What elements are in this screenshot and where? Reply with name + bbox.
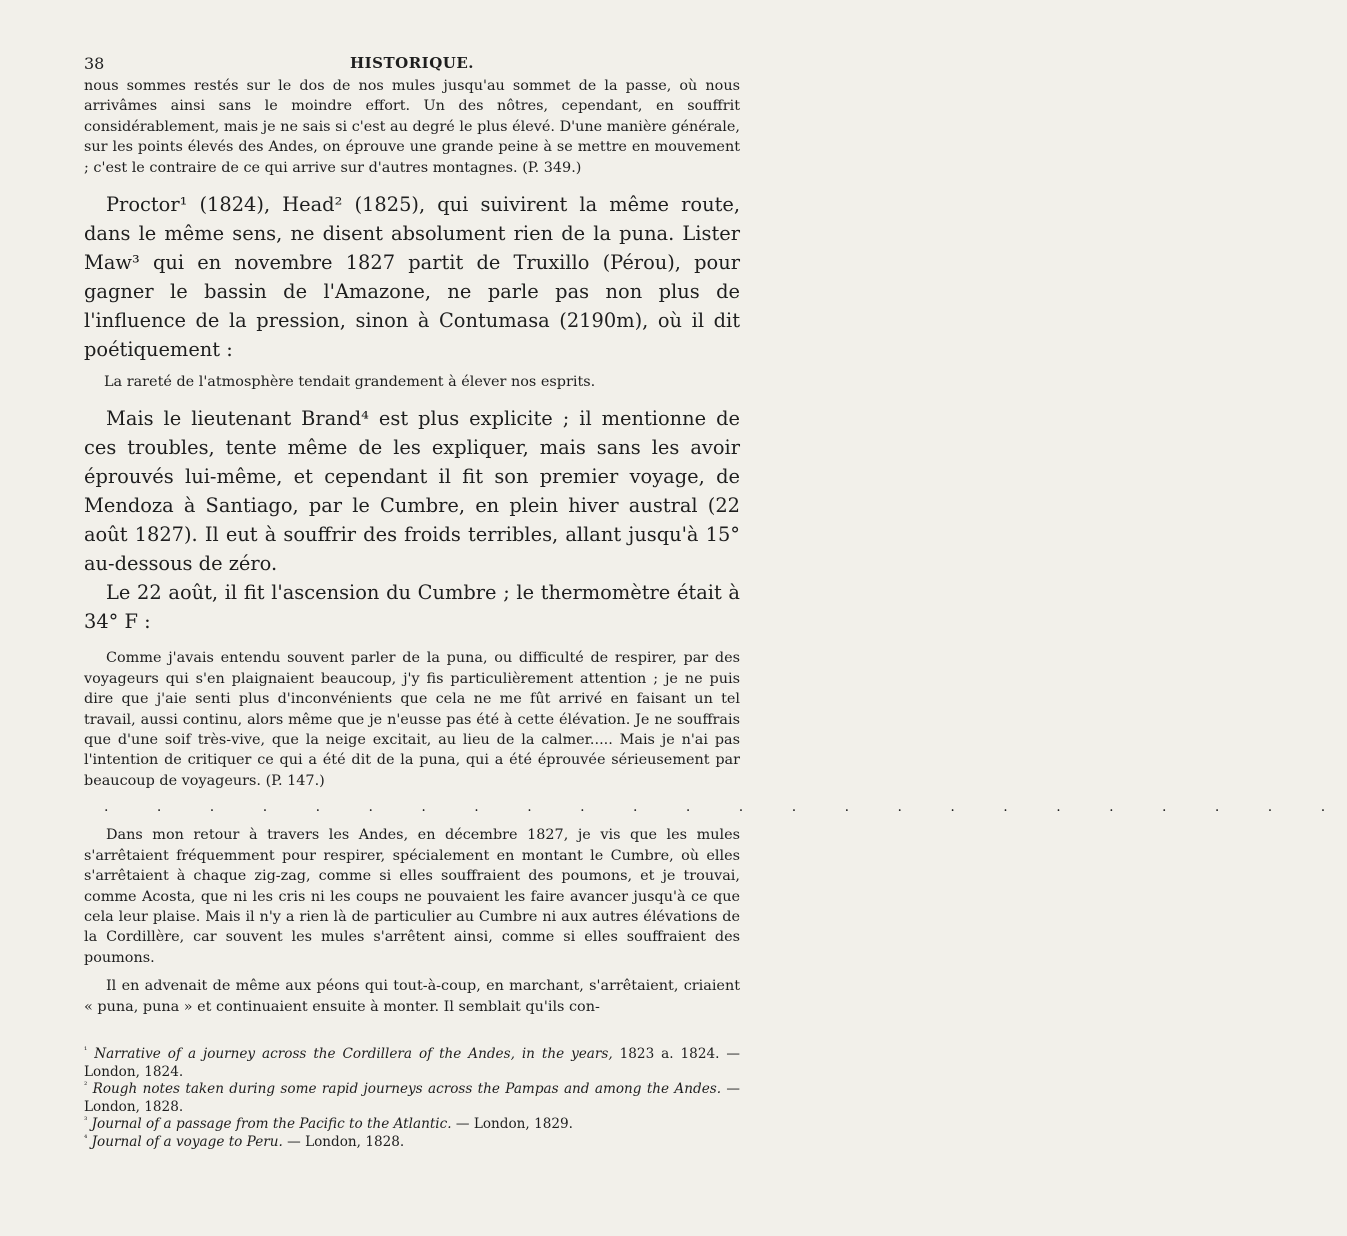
page xyxy=(84,50,1347,1017)
footnotes xyxy=(84,1046,740,1152)
quote-paragraph: nous sommes restés sur le dos de nos mules jusqu'au sommet de la passe, où nous arrivâmes ainsi sans le moindre effort. Un des nôtres, cependant, en souffrit considérablement, mais je ne sais si c'est au degré le plus élevé. D'une manière générale, sur les points élevés des Andes, on éprouve une grande peine à se mettre en mouvement ; c'est le contraire de ce qui arrive sur d'autres montagnes. (P. 349.) xyxy=(84,78,740,176)
footnote: $^{^2}$ Rough notes taken during some rapid journeys across the Pampas and among the Andes. — London, 1828. xyxy=(84,1079,740,1115)
quote-paragraph: Dans mon retour à travers les Andes, en décembre 1827, je vis que les mules s'arrêtaient fréquemment pour respirer, spécialement en montant le Cumbre, où elles s'arrêtaient à chaque zig-zag, comme si elles souffraient des poumons, et je trouvai, comme Acosta, que ni les cris ni les coups ne pouvaient les faire avancer jusqu'à ce que cela leur plaise. Mais il n'y a rien là de particulier au Cumbre ni aux autres élévations de la Cordillère, car souvent les mules s'arrêtent ainsi, comme si elles souffraient des poumons. xyxy=(84,827,740,966)
quote-paragraph: Comme j'avais entendu souvent parler de la puna, ou difficulté de respirer, par des voyageurs qui s'en plaignaient beaucoup, j'y fis particulièrement attention ; je ne puis dire que j'aie senti plus d'inconvénients que cela ne me fût arrivé en faisant un tel travail, aussi continu, alors même que je n'eusse pas été à cette élévation. Je ne souffrais que d'une soif très-vive, que la neige excitait, au lieu de la calmer..... Mais je n'ai pas l'intention de critiquer ce qui a été dit de la puna, qui a été éprouvée sérieusement par beaucoup de voyageurs. (P. 147.) xyxy=(84,650,740,789)
footnote: $^{^1}$ Narrative of a journey across the Cordillera of the Andes, in the years, 1823 a. 1824. — London, 1824. xyxy=(84,1044,740,1080)
footnote: $^{^3}$ Journal of a passage from the Pacific to the Atlantic. — London, 1829. xyxy=(84,1114,573,1133)
body-paragraph: Proctor¹ (1824), Head² (1825), qui suivirent la même route, dans le même sens, ne disent absolument rien de la puna. Lister Maw³ qui en novembre 1827 partit de Truxillo (Pérou), pour gagner le bassin de l'Amazone, ne parle pas non plus de l'influence de la pression, sinon à Contumasa (2190m), où il dit poétiquement : xyxy=(84,193,740,362)
page-header xyxy=(84,50,740,76)
page-number: 38 xyxy=(84,54,105,73)
body-paragraph: Mais le lieutenant Brand⁴ est plus explicite ; il mentionne de ces troubles, tente même de les expliquer, mais sans les avoir éprouvés lui-même, et cependant il fit son premier voyage, de Mendoza à Santiago, par le Cumbre, en plein hiver austral (22 août 1827). Il eut à souffrir des froids terribles, allant jusqu'à 15° au-dessous de zéro. xyxy=(84,407,740,576)
quote-line: La rareté de l'atmosphère tendait grandement à élever nos esprits. xyxy=(104,374,596,391)
ellipsis-line: . . . . . . . . . . . . . . . . . . . . . . . . xyxy=(104,799,1347,816)
footnote: $^{^4}$ Journal of a voyage to Peru. — London, 1828. xyxy=(84,1132,405,1150)
quote-paragraph: Il en advenait de même aux péons qui tout-à-coup, en marchant, s'arrêtaient, criaient « puna, puna » et continuaient ensuite à monter. Il semblait qu'ils con- xyxy=(84,978,740,1015)
body-paragraph: Le 22 août, il fit l'ascension du Cumbre ; le thermomètre était à 34° F : xyxy=(84,581,740,634)
running-title: HISTORIQUE. xyxy=(349,54,475,72)
